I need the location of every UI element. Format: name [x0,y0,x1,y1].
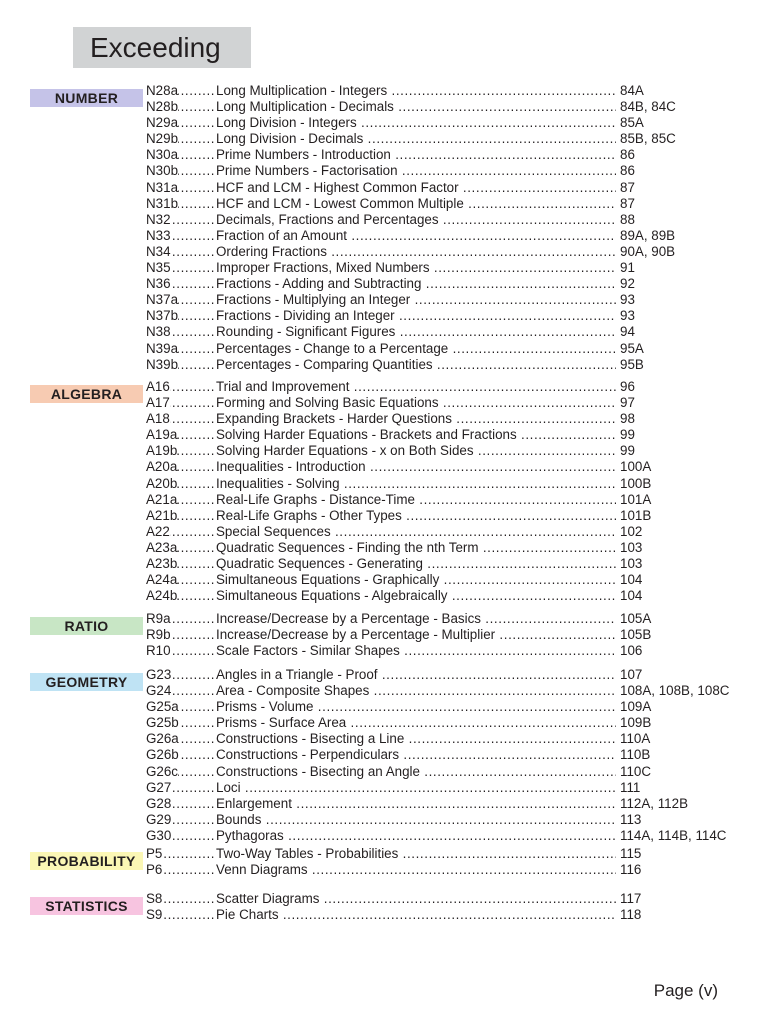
topic-row [146,163,635,179]
topic-page: 103 [620,556,643,572]
topic-title-leader [216,147,616,163]
topic-title-leader [216,276,616,292]
topic-row [146,699,652,715]
topic-page: 110B [620,747,651,763]
topic-code: G26c [146,763,179,779]
topic-title-leader [216,341,616,357]
topic-title: Prime Numbers - Factorisation [216,163,398,179]
topic-title: Scatter Diagrams [216,891,320,906]
section-badge: GEOMETRY [30,673,143,691]
topic-code: N39a [146,340,179,356]
topic-title: Fractions - Dividing an Integer [216,308,395,324]
topic-title-leader [216,556,616,572]
topic-code: G27 [146,779,172,795]
topic-list [146,667,730,844]
topic-row [146,539,643,556]
topic-title: Long Multiplication - Decimals [216,99,394,115]
topic-page: 95B [620,356,644,372]
topic-title-leader [216,99,616,115]
topic-code: A17 [146,395,170,411]
topic-row [146,811,642,828]
topic-title-leader [216,715,616,731]
topic-title: Quadratic Sequences - Finding the nth Term [216,539,479,555]
topic-row [146,683,730,699]
topic-code: N33 [146,227,171,243]
topic-title: Venn Diagrams [216,862,308,878]
topic-row [146,763,652,780]
topic-code: A19b [146,443,178,459]
topic-title-leader [216,643,616,659]
topic-row [146,588,643,604]
topic-row [146,356,644,373]
topic-page: 95A [620,340,644,356]
page-title: Exceeding [73,27,251,68]
topic-row [146,443,635,459]
topic-row [146,907,642,923]
section-badge: RATIO [30,617,143,635]
topic-title-leader [216,427,616,443]
topic-title: Long Division - Decimals [216,131,364,147]
topic-title-leader [216,524,616,540]
topic-row [146,131,676,147]
topic-title-leader [216,699,616,715]
topic-list [146,379,652,604]
topic-row [146,211,635,228]
topic-row [146,243,676,260]
topic-page: 94 [620,324,635,340]
topic-row [146,276,635,292]
topic-row [146,379,635,395]
topic-row [146,779,641,796]
topic-row [146,324,635,340]
topic-title-leader [216,83,616,99]
topic-title: Simultaneous Equations - Graphically [216,572,440,588]
topic-title-leader [216,395,616,411]
topic-row [146,731,651,747]
topic-title-leader [216,212,616,228]
topic-code: G24 [146,683,172,699]
topic-code: N37b [146,308,179,324]
topic-page: 88 [620,211,635,227]
topic-title: Bounds [216,811,262,827]
topic-title: Ordering Fractions [216,243,327,259]
topic-title-leader [216,115,616,131]
topic-code: A20b [146,475,178,491]
topic-page: 109B [620,715,652,731]
topic-title: Rounding - Significant Figures [216,324,396,340]
topic-row [146,862,642,878]
topic-row [146,308,635,324]
topic-list [146,611,652,659]
topic-title: Long Division - Integers [216,115,357,131]
topic-title-leader [216,540,616,556]
section-badge: PROBABILITY [30,852,143,870]
topic-code: G25b [146,715,179,731]
topic-code: N39b [146,356,179,372]
topic-title: Area - Composite Shapes [216,683,370,699]
topic-list [146,83,676,373]
topic-row [146,83,644,99]
topic-title-leader [216,228,616,244]
topic-page: 117 [620,891,642,906]
topic-title-leader [216,780,616,796]
topic-title-leader [216,308,616,324]
topic-title-leader [216,443,616,459]
topic-title: Angles in a Triangle - Proof [216,667,378,682]
topic-title-leader [216,244,616,260]
topic-title-leader [216,476,616,492]
topic-row [146,340,644,357]
topic-code: N36 [146,276,171,292]
topic-list [146,891,642,923]
topic-title: Improper Fractions, Mixed Numbers [216,260,430,276]
topic-code: N38 [146,324,171,340]
topic-title: Quadratic Sequences - Generating [216,556,423,572]
topic-row [146,827,727,844]
topic-row [146,99,676,115]
topic-page: 91 [620,260,635,276]
topic-code: A22 [146,523,170,539]
topic-code: A23a [146,539,178,555]
topic-page: 106 [620,643,643,659]
topic-page: 85B, 85C [620,131,676,147]
topic-row [146,891,642,907]
topic-row [146,643,643,659]
topic-page: 109A [620,699,652,715]
topic-title: Prisms - Volume [216,699,314,715]
topic-title-leader [216,891,616,907]
topic-page: 101A [620,491,652,507]
topic-title: Constructions - Perpendiculars [216,747,400,763]
topic-row [146,475,652,492]
topic-title-leader [216,862,616,878]
topic-page: 102 [620,523,643,539]
topic-code: A24a [146,572,178,588]
topic-page: 84A [620,83,644,98]
topic-title-leader [216,379,616,395]
topic-row [146,715,652,731]
topic-code: S8 [146,891,163,906]
topic-code: G30 [146,827,172,843]
topic-title: Constructions - Bisecting a Line [216,731,405,747]
topic-row [146,846,642,862]
topic-title: Simultaneous Equations - Algebraically [216,588,448,604]
topic-title-leader [216,196,616,212]
topic-page: 111 [620,779,641,795]
topic-title: Prime Numbers - Introduction [216,147,391,163]
topic-title-leader [216,667,616,683]
topic-page: 115 [620,846,642,861]
topic-code: A19a [146,427,178,443]
topic-row [146,556,643,572]
topic-title: Increase/Decrease by a Percentage - Basics [216,611,481,626]
topic-code: P5 [146,846,163,861]
topic-title: HCF and LCM - Lowest Common Multiple [216,195,464,211]
topic-page: 104 [620,588,643,604]
topic-code: G26b [146,747,179,763]
topic-code: N29b [146,131,179,147]
topic-title-leader [216,846,616,862]
topic-title: Real-Life Graphs - Other Types [216,507,402,523]
topic-title: Fraction of an Amount [216,227,348,243]
topic-list [146,846,642,878]
topic-code: A24b [146,588,178,604]
topic-row [146,667,643,683]
topic-page: 96 [620,379,635,394]
topic-title-leader [216,260,616,276]
topic-title: HCF and LCM - Highest Common Factor [216,179,459,195]
topic-code: N29a [146,115,179,131]
topic-title: Expanding Brackets - Harder Questions [216,411,452,427]
topic-code: G28 [146,795,172,811]
topic-code: N30b [146,163,179,179]
topic-page: 99 [620,427,635,443]
topic-page: 86 [620,163,635,179]
topic-page: 103 [620,539,643,555]
topic-page: 89A, 89B [620,227,676,243]
section-badge: NUMBER [30,89,143,107]
topic-row [146,491,652,508]
topic-page: 92 [620,276,635,292]
topic-code: G25a [146,699,179,715]
topic-row [146,147,635,163]
topic-row [146,292,635,308]
topic-title-leader [216,796,616,812]
topic-title-leader [216,411,616,427]
topic-page: 105B [620,627,652,643]
topic-page: 112A, 112B [620,795,688,811]
topic-page: 99 [620,443,635,459]
topic-title: Real-Life Graphs - Distance-Time [216,491,415,507]
topic-page: 101B [620,507,652,523]
topic-row [146,411,635,427]
topic-title: Two-Way Tables - Probabilities [216,846,399,861]
topic-code: N34 [146,243,171,259]
topic-code: G23 [146,667,172,682]
topic-title-leader [216,459,616,475]
topic-code: N37a [146,292,179,308]
topic-row [146,227,676,244]
section-badge: ALGEBRA [30,385,143,403]
topic-title-leader [216,907,616,923]
topic-title-leader [216,611,616,627]
topic-title-leader [216,588,616,604]
topic-code: S9 [146,907,163,923]
topic-title-leader [216,627,616,643]
page-number: Page (v) [653,981,718,1000]
topic-title-leader [216,508,616,524]
topic-title: Pie Charts [216,907,279,923]
topic-page: 84B, 84C [620,99,676,115]
topic-code: A21a [146,491,178,507]
topic-page: 93 [620,292,635,308]
topic-title-leader [216,492,616,508]
topic-code: R9b [146,627,171,643]
topic-page: 108A, 108B, 108C [620,683,730,699]
topic-title: Fractions - Multiplying an Integer [216,292,411,308]
topic-page: 105A [620,611,652,626]
topic-code: N32 [146,211,171,227]
topic-code: N28a [146,83,179,98]
topic-page: 100A [620,459,652,475]
topic-title: Inequalities - Introduction [216,459,366,475]
topic-code: A21b [146,507,178,523]
topic-row [146,795,688,812]
topic-row [146,427,635,443]
topic-code: R9a [146,611,171,626]
topic-page: 107 [620,667,643,682]
topic-title: Pythagoras [216,827,284,843]
topic-title-leader [216,764,616,780]
topic-title-leader [216,731,616,747]
topic-page: 90A, 90B [620,243,676,259]
topic-code: N31a [146,179,179,195]
topic-title: Increase/Decrease by a Percentage - Multiplier [216,627,496,643]
topic-title: Enlargement [216,795,292,811]
topic-title: Decimals, Fractions and Percentages [216,211,439,227]
topic-page: 87 [620,179,635,195]
topic-title-leader [216,683,616,699]
topic-page: 93 [620,308,635,324]
topic-row [146,572,643,588]
topic-title-leader [216,572,616,588]
topic-title: Percentages - Comparing Quantities [216,356,433,372]
topic-page: 100B [620,475,652,491]
topic-title: Solving Harder Equations - x on Both Sides [216,443,474,459]
topic-code: G26a [146,731,179,747]
topic-row [146,395,635,411]
topic-code: N31b [146,195,179,211]
topic-title-leader [216,131,616,147]
topic-page: 87 [620,195,635,211]
topic-page: 116 [620,862,642,878]
topic-title: Trial and Improvement [216,379,350,394]
topic-title: Inequalities - Solving [216,475,340,491]
topic-row [146,611,652,627]
topic-code: A23b [146,556,178,572]
topic-title: Prisms - Surface Area [216,715,347,731]
topic-code: N35 [146,260,171,276]
topic-title-leader [216,163,616,179]
topic-code: A16 [146,379,170,394]
topic-title-leader [216,324,616,340]
topic-page: 118 [620,907,642,923]
topic-row [146,747,651,763]
topic-page: 113 [620,811,642,827]
topic-page: 114A, 114B, 114C [620,827,727,843]
topic-code: P6 [146,862,163,878]
topic-title: Scale Factors - Similar Shapes [216,643,400,659]
topic-row [146,115,644,131]
topic-page: 97 [620,395,635,411]
topic-title-leader [216,828,616,844]
topic-page: 104 [620,572,643,588]
topic-page: 110A [620,731,651,747]
topic-page: 110C [620,763,652,779]
section-badge: STATISTICS [30,897,143,915]
topic-title-leader [216,292,616,308]
topic-page: 98 [620,411,635,427]
topic-code: N28b [146,99,179,115]
topic-row [146,523,643,540]
topic-row [146,179,635,196]
topic-code: R10 [146,643,171,659]
topic-title: Percentages - Change to a Percentage [216,340,449,356]
topic-page: 85A [620,115,644,131]
topic-title-leader [216,180,616,196]
topic-row [146,627,652,643]
topic-code: A20a [146,459,178,475]
topic-code: A18 [146,411,170,427]
topic-title: Solving Harder Equations - Brackets and Fractions [216,427,517,443]
topic-title: Forming and Solving Basic Equations [216,395,439,411]
topic-row [146,195,635,212]
topic-page: 86 [620,147,635,163]
topic-title: Constructions - Bisecting an Angle [216,763,420,779]
topic-row [146,459,652,475]
topic-title-leader [216,747,616,763]
topic-code: N30a [146,147,179,163]
topic-code: G29 [146,811,172,827]
topic-title: Long Multiplication - Integers [216,83,388,98]
topic-row [146,260,635,276]
topic-title: Special Sequences [216,523,331,539]
topic-title-leader [216,357,616,373]
topic-title: Loci [216,779,241,795]
topic-row [146,507,652,524]
topic-title-leader [216,812,616,828]
topic-title: Fractions - Adding and Subtracting [216,276,422,292]
